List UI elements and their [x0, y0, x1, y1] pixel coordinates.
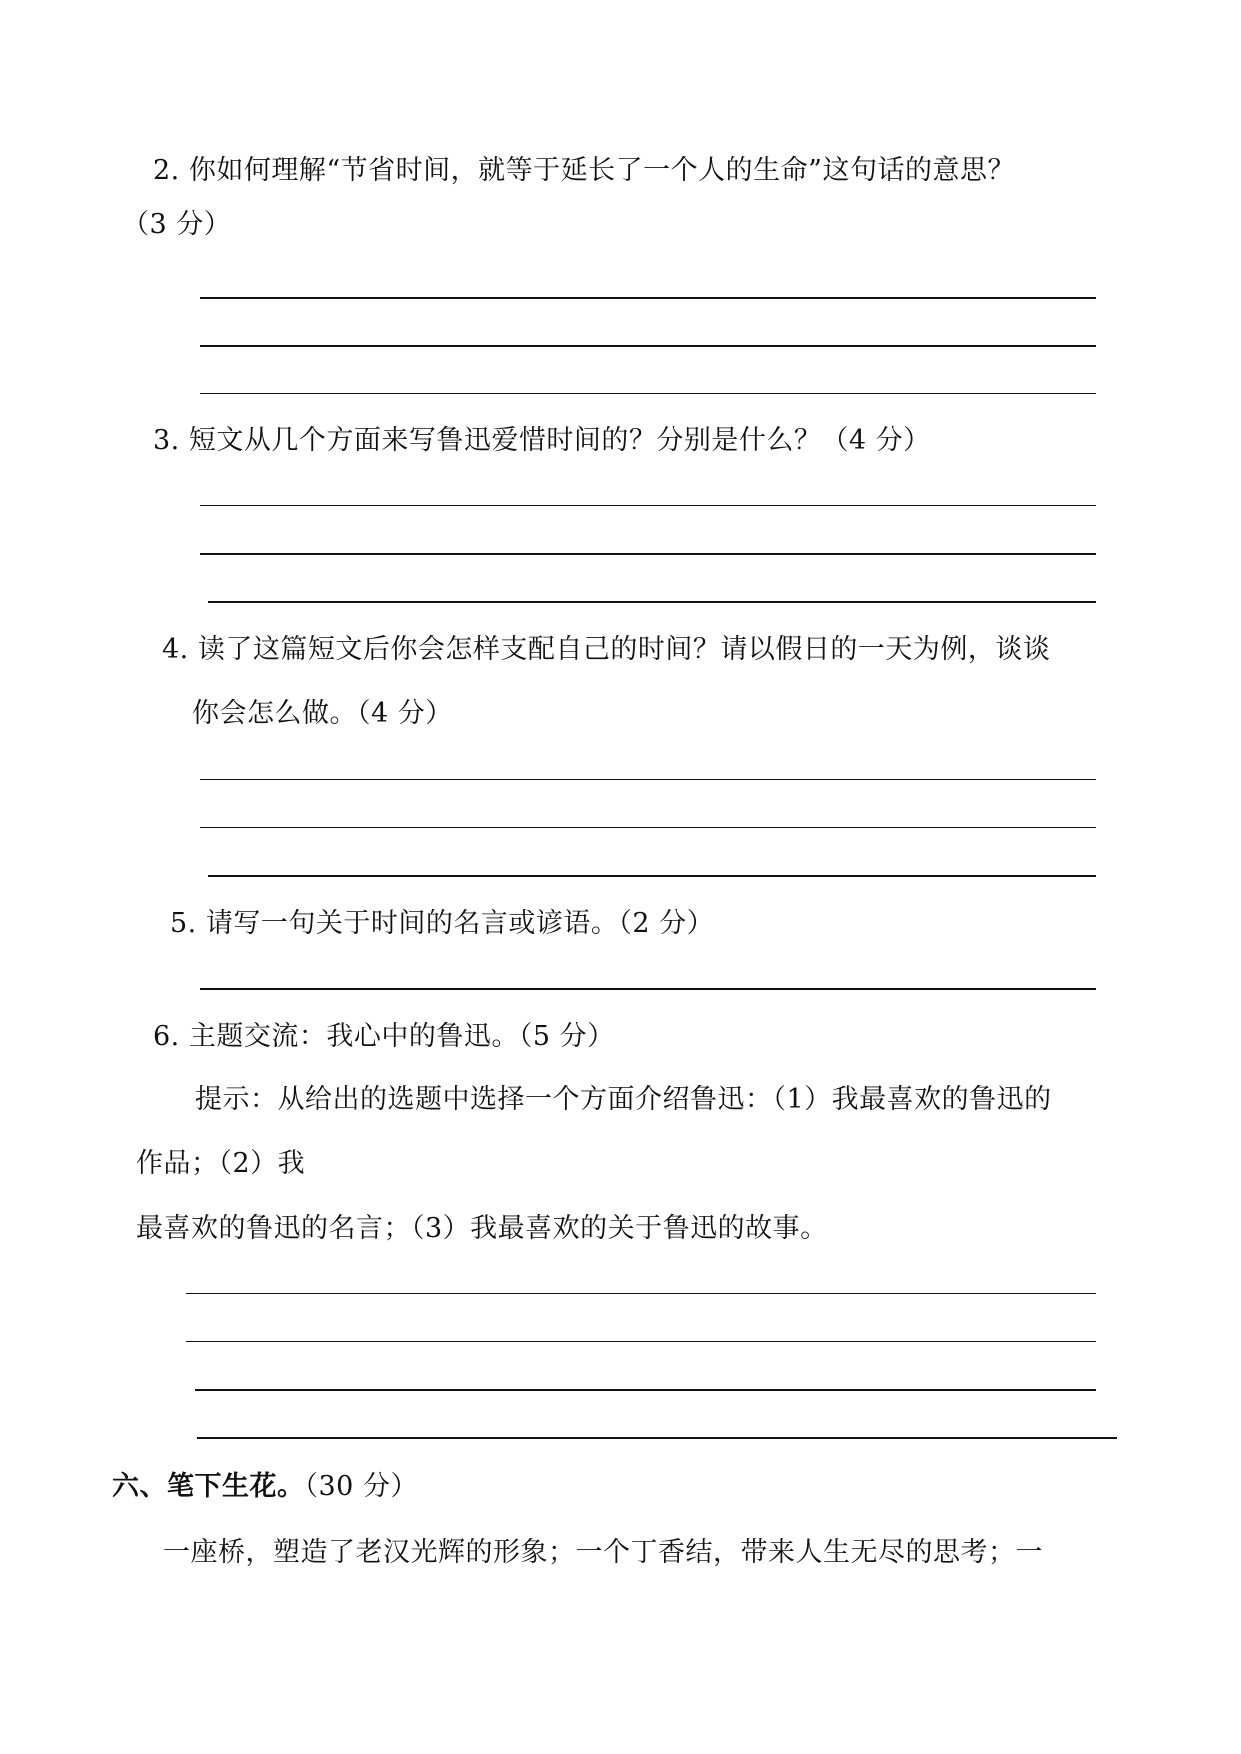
answer-line-q4-2[interactable]	[200, 827, 1096, 828]
question-3-text: 3. 短文从几个方面来写鲁迅爱惜时间的？分别是什么？（4 分）	[153, 425, 931, 456]
answer-line-q2-3[interactable]	[200, 393, 1096, 394]
answer-line-q2-2[interactable]	[200, 345, 1096, 347]
answer-line-q6-2[interactable]	[186, 1341, 1096, 1342]
question-6-hint-line-3: 最喜欢的鲁迅的名言；（3）我最喜欢的关于鲁迅的故事。	[136, 1213, 828, 1244]
answer-line-q6-4[interactable]	[197, 1437, 1117, 1439]
answer-line-q3-1[interactable]	[200, 505, 1096, 506]
question-2-text: 2. 你如何理解“节省时间，就等于延长了一个人的生命”这句话的意思？	[153, 155, 1015, 186]
question-6-hint-line-2: 作品；（2）我	[136, 1148, 306, 1179]
answer-line-q4-3[interactable]	[208, 875, 1096, 877]
answer-line-q3-3[interactable]	[208, 601, 1096, 603]
section-6-points: （30 分）	[304, 1471, 418, 1502]
question-6-hint-line-1: 提示：从给出的选题中选择一个方面介绍鲁迅：（1）我最喜欢的鲁迅的	[195, 1084, 1052, 1115]
section-6-title	[112, 1470, 418, 1504]
question-2-points: （3 分）	[122, 209, 232, 240]
answer-line-q3-2[interactable]	[200, 553, 1096, 555]
section-6-intro: 一座桥，塑造了老汉光辉的形象；一个丁香结，带来人生无尽的思考；一	[163, 1537, 1043, 1568]
question-4-line-1: 4. 读了这篇短文后你会怎样支配自己的时间？请以假日的一天为例，谈谈	[162, 634, 1051, 665]
answer-line-q2-1[interactable]	[200, 297, 1096, 299]
answer-line-q5-1[interactable]	[200, 988, 1096, 990]
answer-line-q6-3[interactable]	[195, 1389, 1096, 1391]
question-4-line-2: 你会怎么做。（4 分）	[192, 698, 453, 729]
answer-line-q4-1[interactable]	[200, 779, 1096, 780]
question-6-text: 6. 主题交流：我心中的鲁迅。（5 分）	[153, 1021, 615, 1052]
section-6-heading: 六、笔下生花。	[112, 1471, 305, 1502]
answer-line-q6-1[interactable]	[186, 1293, 1096, 1294]
question-5-text: 5. 请写一句关于时间的名言或谚语。（2 分）	[170, 908, 715, 939]
